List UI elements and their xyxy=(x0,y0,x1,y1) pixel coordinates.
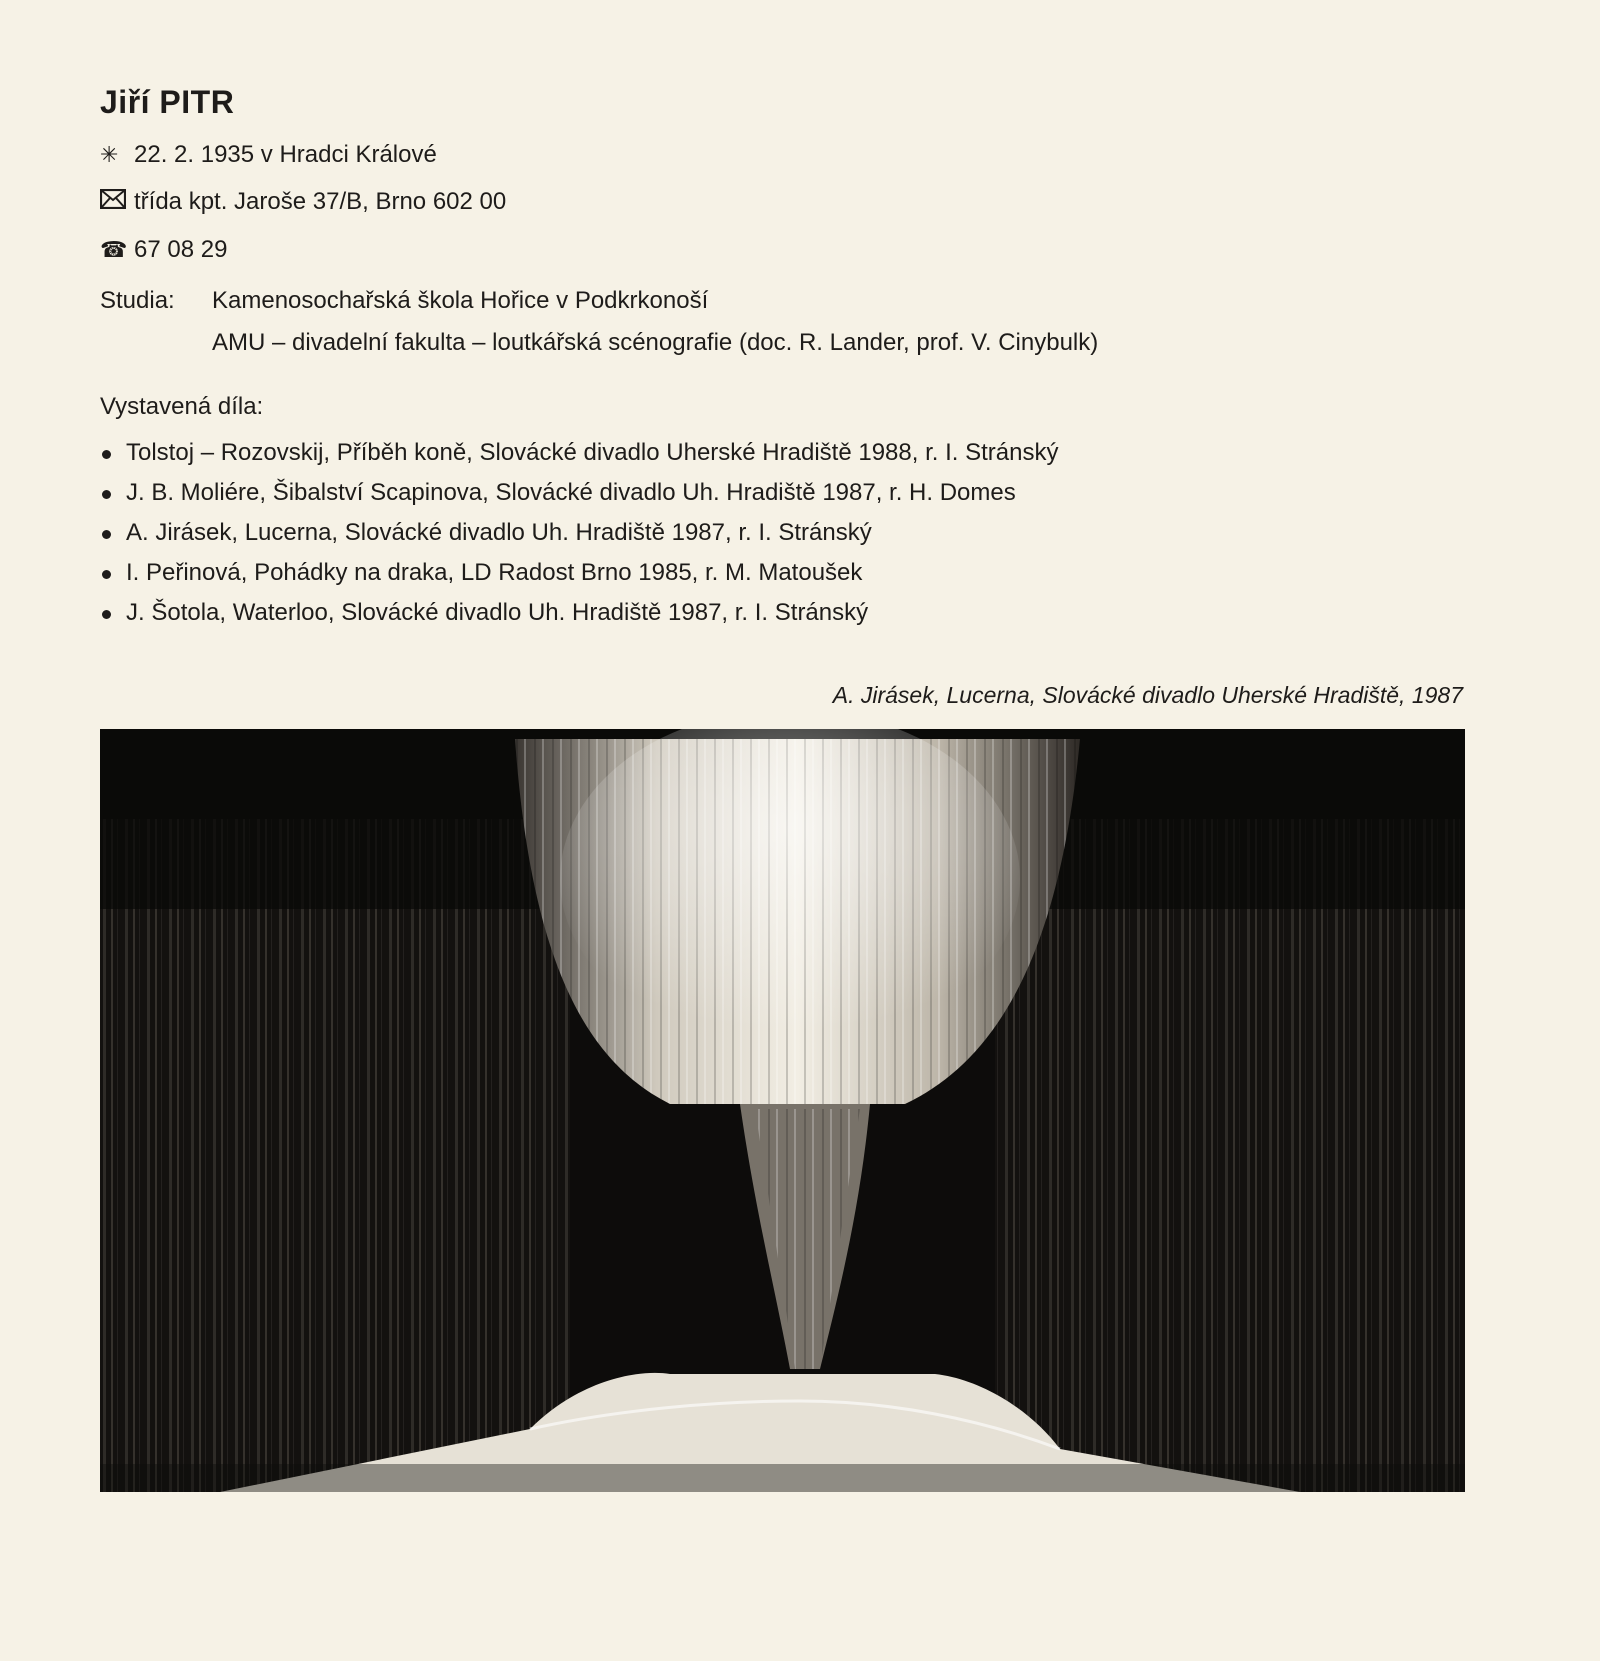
work-item: Tolstoj – Rozovskij, Příběh koně, Slovácké divadlo Uherské Hradiště 1988, r. I. Stránský xyxy=(100,438,1058,478)
address-text: třída kpt. Jaroše 37/B, Brno 602 00 xyxy=(134,188,507,215)
work-item: I. Peřinová, Pohádky na draka, LD Radost Brno 1985, r. M. Matoušek xyxy=(100,558,1058,598)
works-list xyxy=(100,438,1058,638)
work-item: J. Šotola, Waterloo, Slovácké divadlo Uh. Hradiště 1987, r. I. Stránský xyxy=(100,598,1058,638)
birth-text: 22. 2. 1935 v Hradci Králové xyxy=(134,141,437,168)
stage-photo-illustration xyxy=(100,729,1465,1492)
envelope-icon xyxy=(100,189,134,215)
bullet-icon xyxy=(102,570,111,579)
phone-text: 67 08 29 xyxy=(134,236,228,263)
telephone-icon: ☎ xyxy=(100,237,128,262)
artist-name: Jiří PITR xyxy=(100,84,235,120)
birth-row xyxy=(100,141,437,169)
work-item: J. B. Moliére, Šibalství Scapinova, Slovácké divadlo Uh. Hradiště 1987, r. H. Domes xyxy=(100,478,1058,518)
study-item: AMU – divadelní fakulta – loutkářská scénografie (doc. R. Lander, prof. V. Cinybulk) xyxy=(212,329,1099,356)
bullet-icon xyxy=(102,490,111,499)
study-item: Kamenosochařská škola Hořice v Podkrkonoší xyxy=(212,287,709,314)
bullet-icon xyxy=(102,610,111,619)
studies-label: Studia: xyxy=(100,287,175,314)
address-row xyxy=(100,188,506,216)
works-heading: Vystavená díla: xyxy=(100,393,264,420)
stage-photo xyxy=(100,729,1465,1492)
bullet-icon xyxy=(102,450,111,459)
work-item: A. Jirásek, Lucerna, Slovácké divadlo Uh. Hradiště 1987, r. I. Stránský xyxy=(100,518,1058,558)
asterisk-icon: ✳ xyxy=(100,142,119,167)
phone-row xyxy=(100,236,227,264)
bullet-icon xyxy=(102,530,111,539)
photo-caption: A. Jirásek, Lucerna, Slovácké divadlo Uherské Hradiště, 1987 xyxy=(832,682,1463,708)
